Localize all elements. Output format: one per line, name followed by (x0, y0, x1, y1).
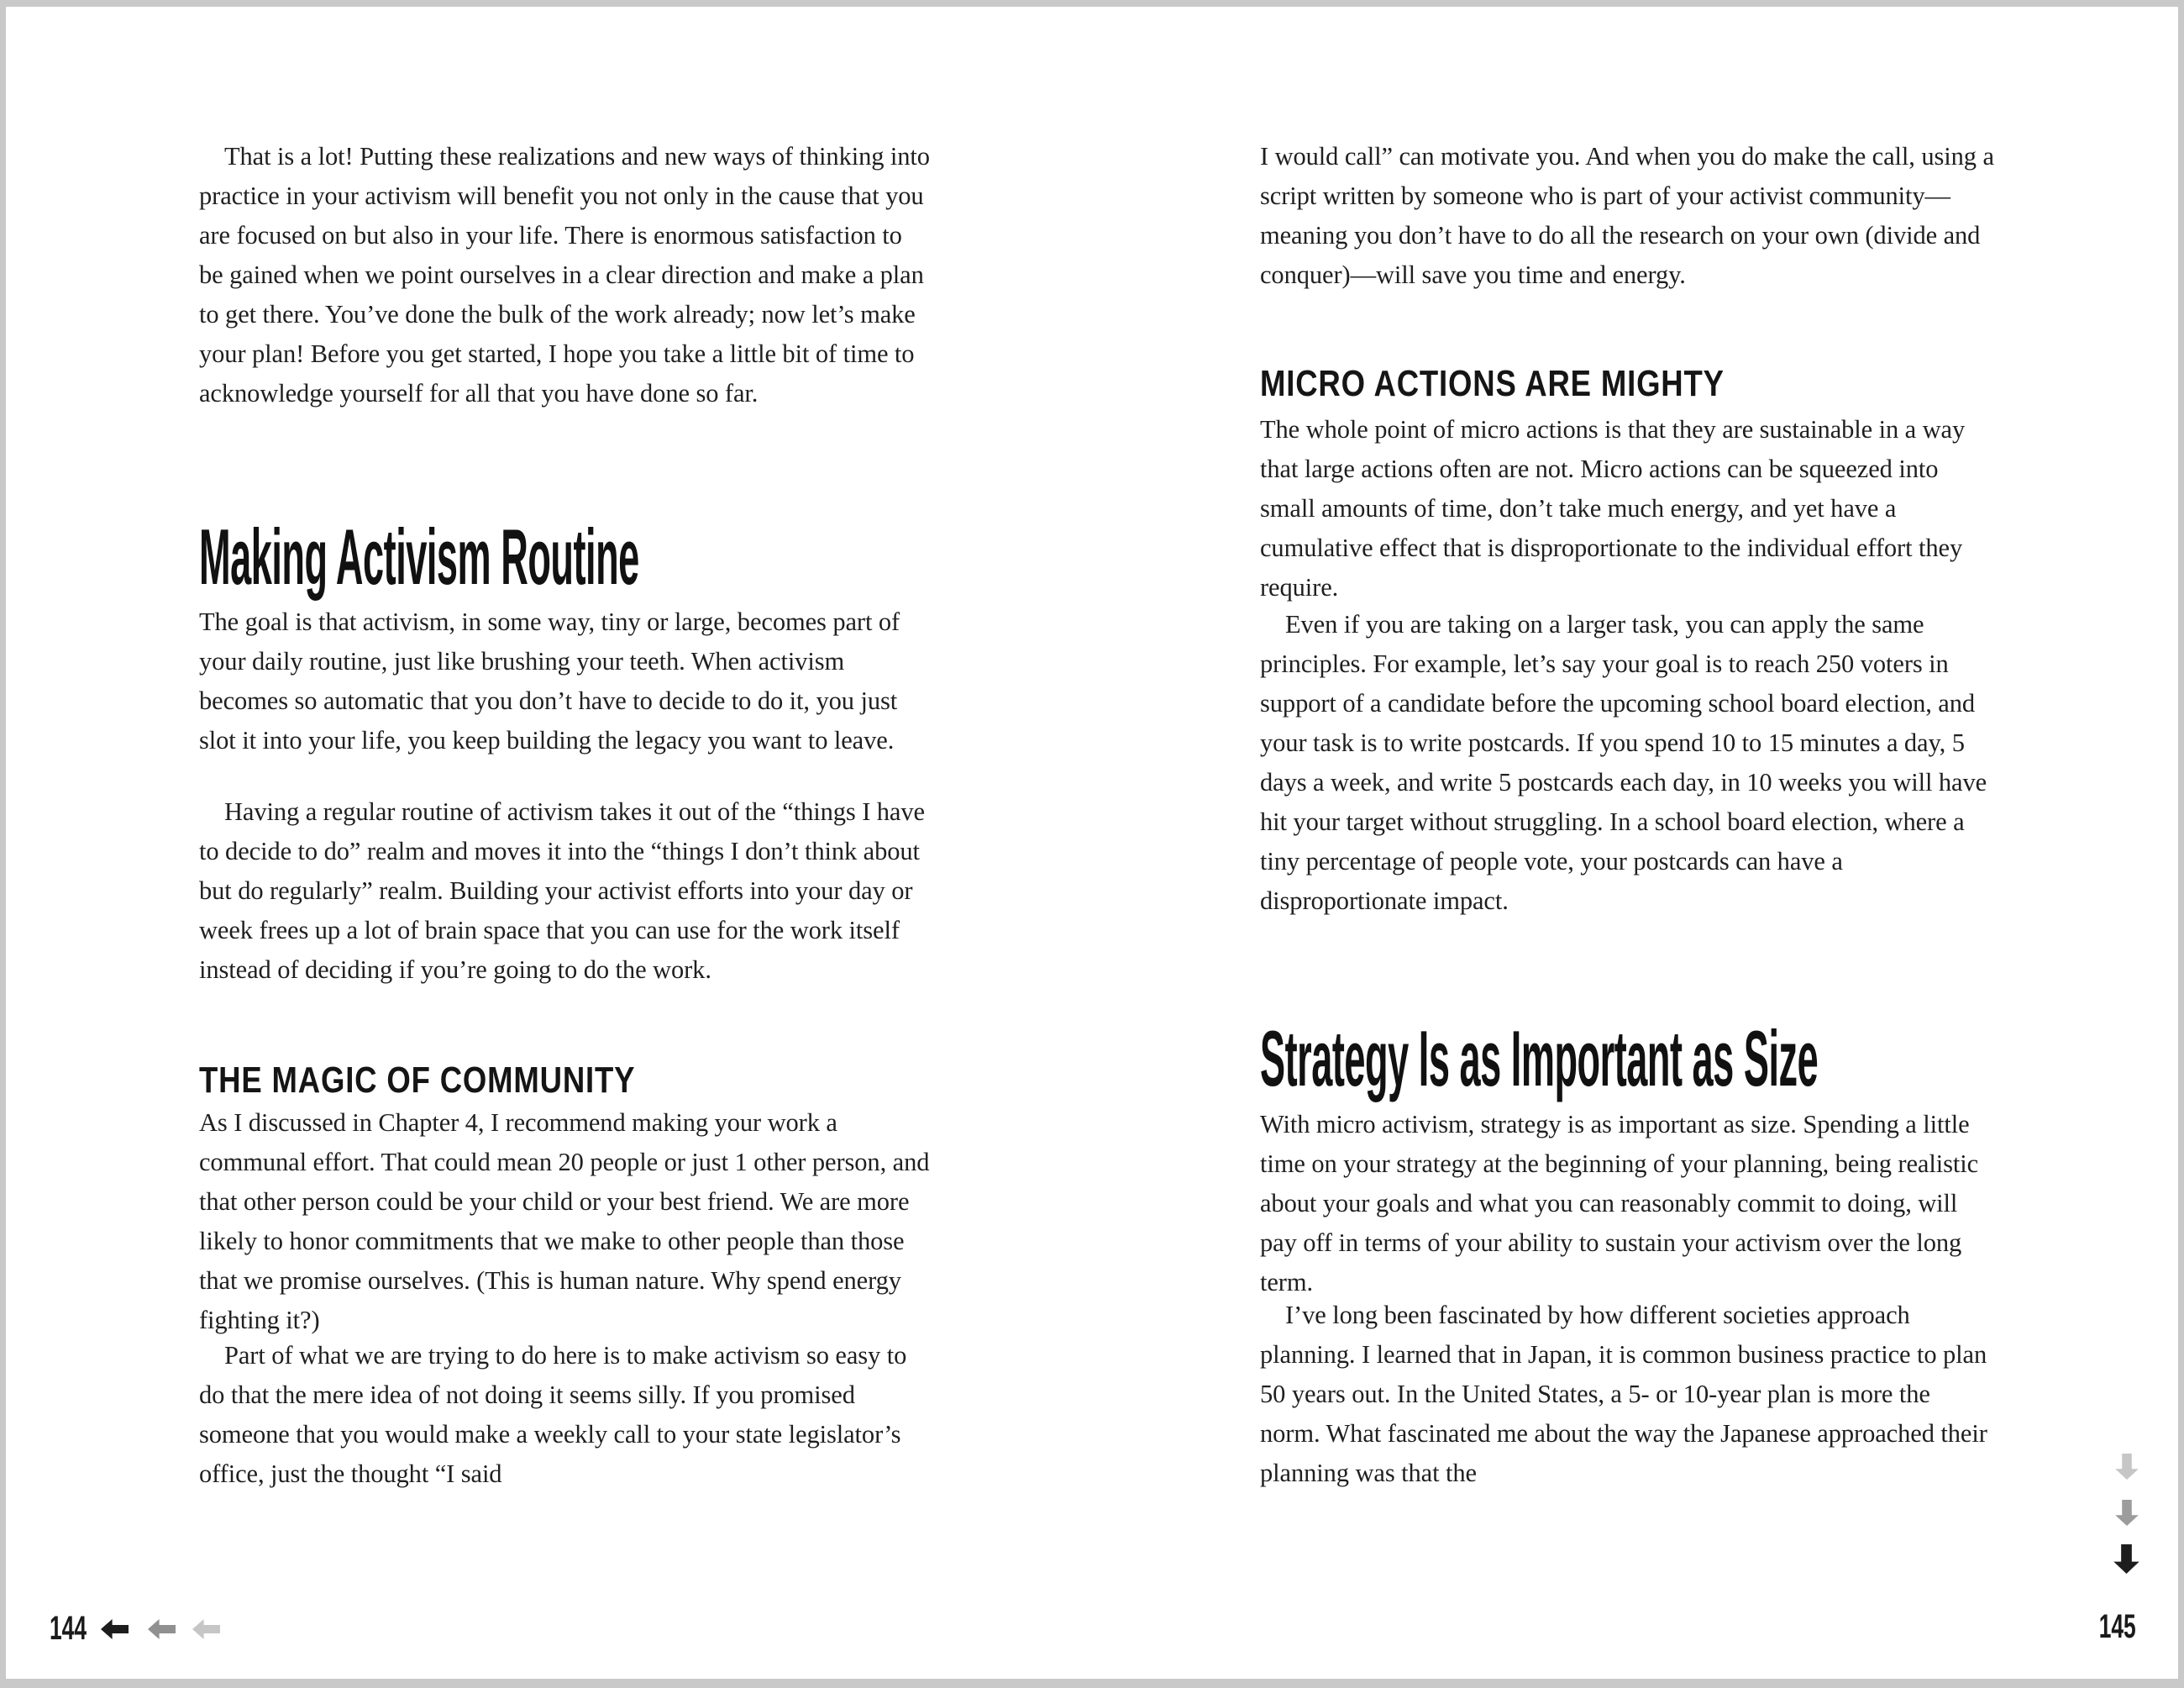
continued-paragraph: I would call” can motivate you. And when you do make the call, using a script written by someone who is part of your activist community—meaning you don’t have to do all the research on your own (divide and conquer)—will save you time and energy. (1260, 142, 1994, 289)
down-arrow-light-icon (2114, 1454, 2139, 1480)
book-spread (6, 7, 2178, 1679)
back-arrow-dark-icon (101, 1618, 129, 1640)
right-page-column (1260, 7, 1996, 1679)
subheading-magic-of-community: THE MAGIC OF COMMUNITY (199, 1060, 636, 1101)
micro-paragraph-1: The whole point of micro actions is that they are sustainable in a way that large actions often are not. Micro actions can be squeezed into small amounts of time, don’t take much energy, and yet have a cumulative effect that is disproportionate to the individual effort they require. (1260, 415, 1966, 602)
heading-strategy-is-as-important-as-size: Strategy Is as Important as Size (1260, 1014, 1819, 1102)
community-paragraph-1: As I discussed in Chapter 4, I recommend making your work a communal effort. That could mean 20 people or just 1 other person, and that other person could be your child or your best friend. We are more likely to honor commitments that we make to other people than those that we promise ourselves. (This is human nature. Why spend energy fighting it?) (199, 1108, 930, 1334)
strategy-paragraph-2: I’ve long been fascinated by how different societies approach planning. I learned that in Japan, it is common business practice to plan 50 years out. In the United States, a 5- or 10-year plan is more the norm. What fascinated me about the way the Japanese approached their planning was that the (1260, 1301, 1987, 1487)
page-number-right: 145 (2098, 1608, 2136, 1645)
left-page-column (199, 7, 932, 1679)
left-intro-paragraph: That is a lot! Putting these realizations and new ways of thinking into practice in your activism will benefit you not only in the cause that you are focused on but also in your life. There is enormous satisfaction to be gained when we point ourselves in a clear direction and make a plan to get there. You’ve done the bulk of the work already; now let’s make your plan! Before you get started, I hope you take a little bit of time to acknowledge yourself for all that you have done so far. (199, 142, 930, 408)
back-arrow-medium-icon (148, 1618, 176, 1640)
community-paragraph-2: Part of what we are trying to do here is to make activism so easy to do that the mere idea of not doing it seems silly. If you promised someone that you would make a weekly call to your state legislator’s office, just the thought “I said (199, 1341, 907, 1488)
back-arrow-light-shape (192, 1619, 220, 1639)
back-arrow-medium-shape (148, 1619, 176, 1639)
down-arrow-medium-icon (2114, 1500, 2139, 1526)
heading-making-activism-routine: Making Activism Routine (199, 513, 639, 601)
strategy-paragraph-1: With micro activism, strategy is as important as size. Spending a little time on your strategy at the beginning of your planning, being realistic about your goals and what you can reasonably commit to doing, will pay off in terms of your ability to sustain your activism over the long term. (1260, 1110, 1979, 1296)
down-arrow-dark-icon (2113, 1544, 2140, 1574)
routine-paragraph-1: The goal is that activism, in some way, tiny or large, becomes part of your daily routine, just like brushing your teeth. When activism becomes so automatic that you don’t have to decide to do it, you just slot it into your life, you keep building the legacy you want to leave. (199, 607, 900, 755)
down-arrow-medium-shape (2115, 1500, 2139, 1526)
down-arrow-dark-shape (2113, 1544, 2139, 1574)
routine-paragraph-2: Having a regular routine of activism takes it out of the “things I have to decide to do” realm and moves it into the “things I don’t think about but do regularly” realm. Building your activist efforts into your day or week frees up a lot of brain space that you can use for the work itself instead of deciding if you’re going to do the work. (199, 797, 925, 984)
down-arrow-light-shape (2115, 1454, 2139, 1480)
back-arrow-dark-shape (101, 1619, 129, 1639)
back-arrow-light-icon (192, 1618, 220, 1640)
page-number-left: 144 (50, 1610, 87, 1647)
micro-paragraph-2: Even if you are taking on a larger task, you can apply the same principles. For example, let’s say your goal is to reach 250 voters in support of a candidate before the upcoming school board election, and your task is to write postcards. If you spend 10 to 15 minutes a day, 5 days a week, and write 5 postcards each day, in 10 weeks you will have hit your target without struggling. In a school board election, where a tiny percentage of people vote, your postcards can have a disproportionate impact. (1260, 610, 1987, 915)
subheading-micro-actions-are-mighty: MICRO ACTIONS ARE MIGHTY (1260, 363, 1725, 404)
